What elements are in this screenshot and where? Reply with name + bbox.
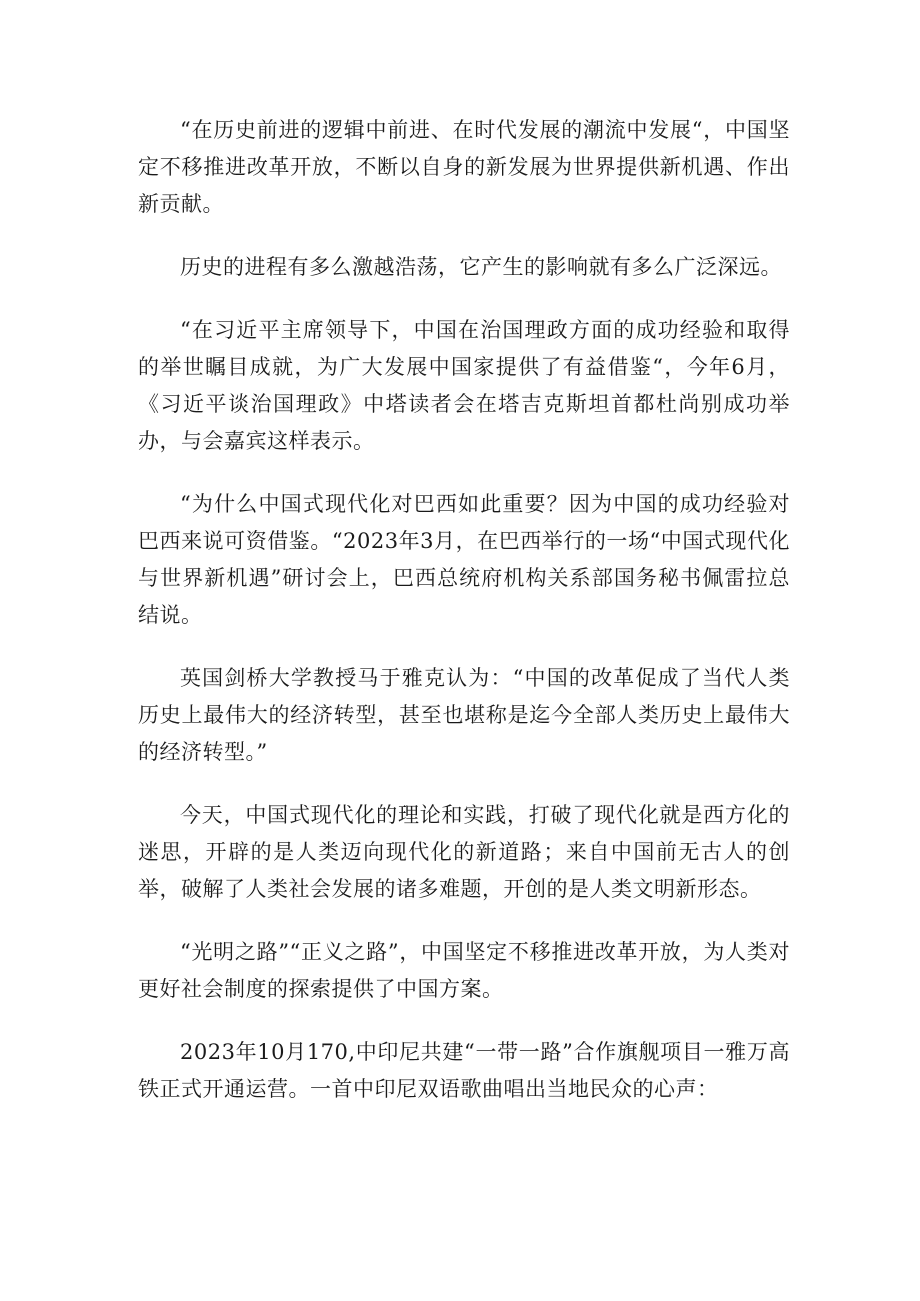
paragraph-8: 2023年10月170,中印尼共建“一带一路”合作旗舰项目一雅万高铁正式开通运营。一首中印尼双语歌曲唱出当地民众的心声： [138,1040,790,1101]
paragraph-6: 今天，中国式现代化的理论和实践，打破了现代化就是西方化的迷思，开辟的是人类迈向现代化的新道路；来自中国前无古人的创举，破解了人类社会发展的诸多难题，开创的是人类文明新形态。 [138,803,790,901]
paragraph-4: “为什么中国式现代化对巴西如此重要？因为中国的成功经验对巴西来说可资借鉴。“2023年3月，在巴西举行的一场“中国式现代化与世界新机遇”研讨会上，巴西总统府机构关系部国务秘书佩雷拉总结说。 [138,492,790,627]
paragraph-3: “在习近平主席领导下，中国在治国理政方面的成功经验和取得的举世瞩目成就，为广大发展中国家提供了有益借鉴“，今年6月，《习近平谈治国理政》中塔读者会在塔吉克斯坦首都杜尚别成功举办，与会嘉宾这样表示。 [138,318,790,453]
document-body [138,112,790,1134]
paragraph-1: “在历史前进的逻辑中前进、在时代发展的潮流中发展“，中国坚定不移推进改革开放，不断以自身的新发展为世界提供新机遇、作出新贡献。 [138,118,790,216]
paragraph-2: 历史的进程有多么激越浩荡，它产生的影响就有多么广泛深远。 [180,255,782,279]
paragraph-7: “光明之路”“正义之路”，中国坚定不移推进改革开放，为人类对更好社会制度的探索提供了中国方案。 [138,940,790,1001]
paragraph-5: 英国剑桥大学教授马于雅克认为：“中国的改革促成了当代人类历史上最伟大的经济转型，甚至也堪称是迄今全部人类历史上最伟大的经济转型。” [138,666,790,764]
